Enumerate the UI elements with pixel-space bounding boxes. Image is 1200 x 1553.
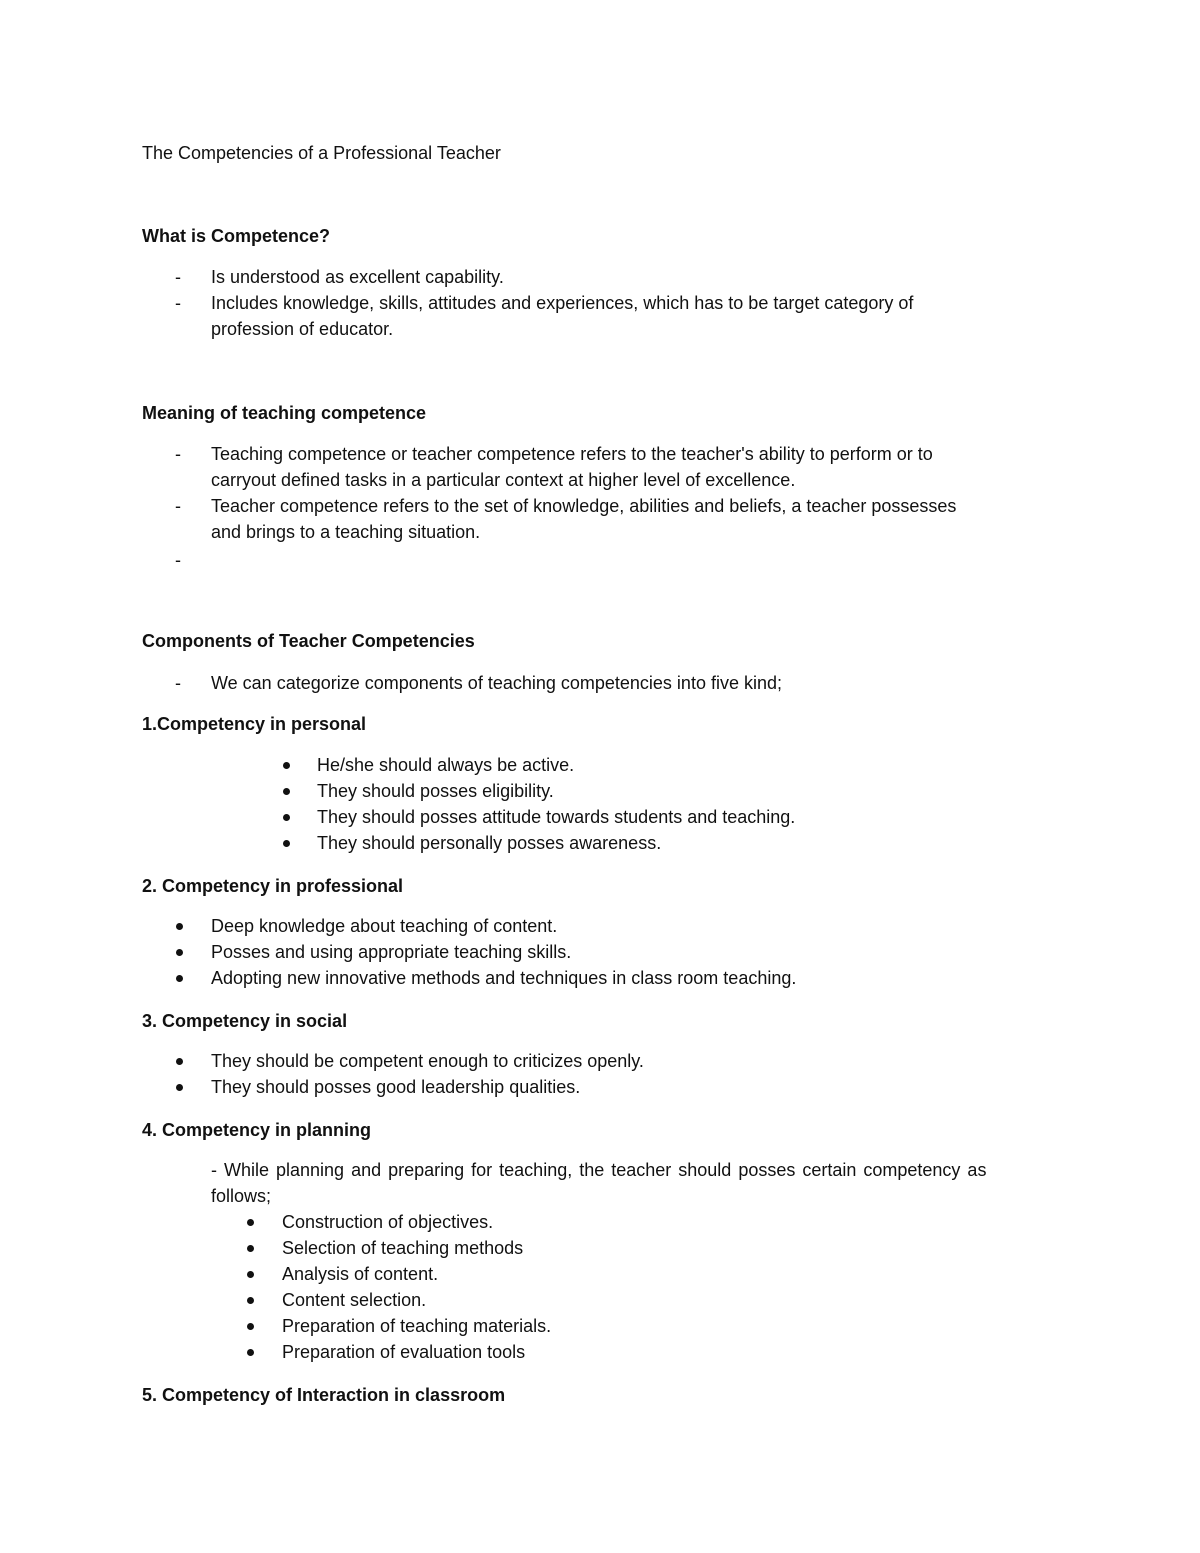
list-item: They should be competent enough to criticizes openly. — [211, 1051, 644, 1071]
heading-professional: 2. Competency in professional — [142, 876, 404, 896]
list-item: They should posses attitude towards students and teaching. — [317, 807, 796, 827]
list-item: We can categorize components of teaching competencies into five kind; — [211, 673, 782, 693]
bullet-icon — [247, 1297, 254, 1304]
list-item: Includes knowledge, skills, attitudes and experiences, which has to be target category of — [211, 293, 914, 313]
heading-what-is-competence: What is Competence? — [142, 226, 331, 246]
list-item-continuation: carryout defined tasks in a particular context at higher level of excellence. — [211, 470, 796, 490]
dash-marker: - — [175, 444, 181, 464]
list-item-continuation: profession of educator. — [211, 319, 394, 339]
list-item: Selection of teaching methods — [282, 1238, 524, 1258]
bullet-icon — [283, 762, 290, 769]
list-item-continuation: and brings to a teaching situation. — [211, 522, 481, 542]
planning-intro-continuation: follows; — [211, 1186, 272, 1206]
dash-marker: - — [175, 550, 181, 570]
list-item: Is understood as excellent capability. — [211, 267, 504, 287]
bullet-icon — [176, 1084, 183, 1091]
list-item: They should posses good leadership qualities. — [211, 1077, 581, 1097]
list-item: Content selection. — [282, 1290, 427, 1310]
list-item: Analysis of content. — [282, 1264, 439, 1284]
list-item: Deep knowledge about teaching of content. — [211, 916, 558, 936]
bullet-icon — [247, 1349, 254, 1356]
heading-interaction: 5. Competency of Interaction in classroom — [142, 1385, 506, 1405]
dash-marker: - — [175, 496, 181, 516]
bullet-icon — [283, 788, 290, 795]
heading-social: 3. Competency in social — [142, 1011, 348, 1031]
list-item: Teaching competence or teacher competence refers to the teacher's ability to perform or to — [211, 444, 933, 464]
list-item: Preparation of teaching materials. — [282, 1316, 552, 1336]
bullet-icon — [283, 840, 290, 847]
dash-marker: - — [175, 673, 181, 693]
bullet-icon — [176, 923, 183, 930]
bullet-icon — [176, 975, 183, 982]
bullet-icon — [283, 814, 290, 821]
bullet-icon — [176, 949, 183, 956]
list-item: Preparation of evaluation tools — [282, 1342, 526, 1362]
list-item: They should personally posses awareness. — [317, 833, 662, 853]
list-item: Construction of objectives. — [282, 1212, 494, 1232]
bullet-icon — [247, 1271, 254, 1278]
bullet-icon — [247, 1323, 254, 1330]
bullet-icon — [247, 1219, 254, 1226]
bullet-icon — [247, 1245, 254, 1252]
heading-components: Components of Teacher Competencies — [142, 631, 475, 651]
list-item: Posses and using appropriate teaching skills. — [211, 942, 572, 962]
bullet-icon — [176, 1058, 183, 1065]
list-item: Teacher competence refers to the set of knowledge, abilities and beliefs, a teacher possesses — [211, 496, 957, 516]
heading-meaning: Meaning of teaching competence — [142, 403, 427, 423]
document-title: The Competencies of a Professional Teacher — [142, 143, 501, 163]
planning-intro: - While planning and preparing for teaching, the teacher should posses certain competency as — [211, 1160, 987, 1180]
list-item: They should posses eligibility. — [317, 781, 554, 801]
heading-personal: 1.Competency in personal — [142, 714, 367, 734]
heading-planning: 4. Competency in planning — [142, 1120, 372, 1140]
list-item: Adopting new innovative methods and techniques in class room teaching. — [211, 968, 797, 988]
list-item: He/she should always be active. — [317, 755, 575, 775]
dash-marker: - — [175, 267, 181, 287]
dash-marker: - — [175, 293, 181, 313]
